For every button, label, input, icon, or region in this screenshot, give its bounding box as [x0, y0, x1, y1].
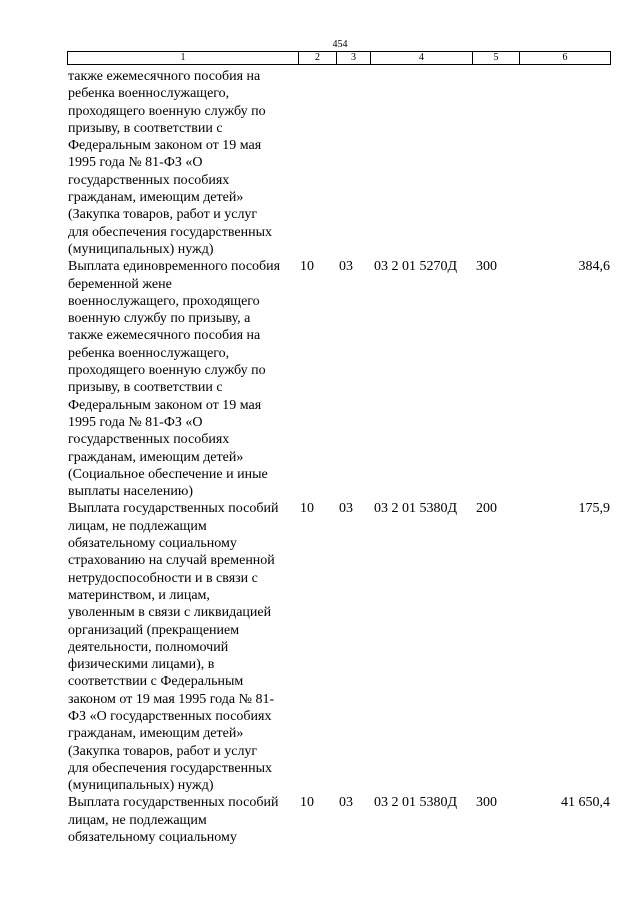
column-header-1: 1	[68, 52, 299, 65]
row-expense-type: 300	[476, 795, 497, 811]
row-section: 10	[300, 795, 314, 811]
table-row	[68, 794, 613, 846]
column-header-row	[67, 51, 611, 65]
page-number: 454	[332, 39, 348, 50]
table-row	[68, 68, 613, 258]
row-subsection: 03	[339, 501, 353, 517]
row-description: Выплата государственных пособий лицам, не подлежащим обязательному социальному страхованию на случай временной нетрудоспособности и в связи с материнством, и лицам, уволенным в связи с ликвидацией организаций (прекращением деятельности, полномочий физическими лицами), в соответствии с Федеральным законом от 19 мая 1995 года № 81- ФЗ «О государственных пособиях гражданам, имеющим детей» (Закупка товаров, работ и услуг для обеспечения государственных (муниципальных) нужд)	[68, 501, 279, 794]
row-amount: 41 650,4	[561, 795, 610, 811]
row-target-code: 03 2 01 5270Д	[374, 259, 458, 275]
column-header-5: 5	[473, 52, 520, 65]
column-header-4: 4	[371, 52, 473, 65]
row-description: Выплата единовременного пособия беременной жене военнослужащего, проходящего военную службу по призыву, а также ежемесячного пособия на ребенка военнослужащего, проходящего военную службу по призыву, в соответствии с Федеральным законом от 19 мая 1995 года № 81-ФЗ «О государственных пособиях гражданам, имеющим детей» (Социальное обеспечение и иные выплаты населению)	[68, 259, 281, 500]
row-amount: 175,9	[578, 501, 610, 517]
row-subsection: 03	[339, 259, 353, 275]
column-header-3: 3	[337, 52, 371, 65]
row-target-code: 03 2 01 5380Д	[374, 795, 458, 811]
table-row	[68, 258, 613, 500]
row-expense-type: 200	[476, 501, 497, 517]
table-row	[68, 500, 613, 794]
row-section: 10	[300, 259, 314, 275]
row-section: 10	[300, 501, 314, 517]
row-subsection: 03	[339, 795, 353, 811]
row-expense-type: 300	[476, 259, 497, 275]
row-description: Выплата государственных пособий лицам, не подлежащим обязательному социальному	[68, 795, 279, 846]
column-header-2: 2	[299, 52, 337, 65]
row-description: также ежемесячного пособия на ребенка военнослужащего, проходящего военную службу по призыву, в соответствии с Федеральным законом от 19 мая 1995 года № 81-ФЗ «О государственных пособиях гражданам, имеющим детей» (Закупка товаров, работ и услуг для обеспечения государственных (муниципальных) нужд)	[68, 69, 272, 257]
row-amount: 384,6	[578, 259, 610, 275]
column-header-6: 6	[520, 52, 611, 65]
budget-table-body	[68, 68, 613, 846]
row-target-code: 03 2 01 5380Д	[374, 501, 458, 517]
